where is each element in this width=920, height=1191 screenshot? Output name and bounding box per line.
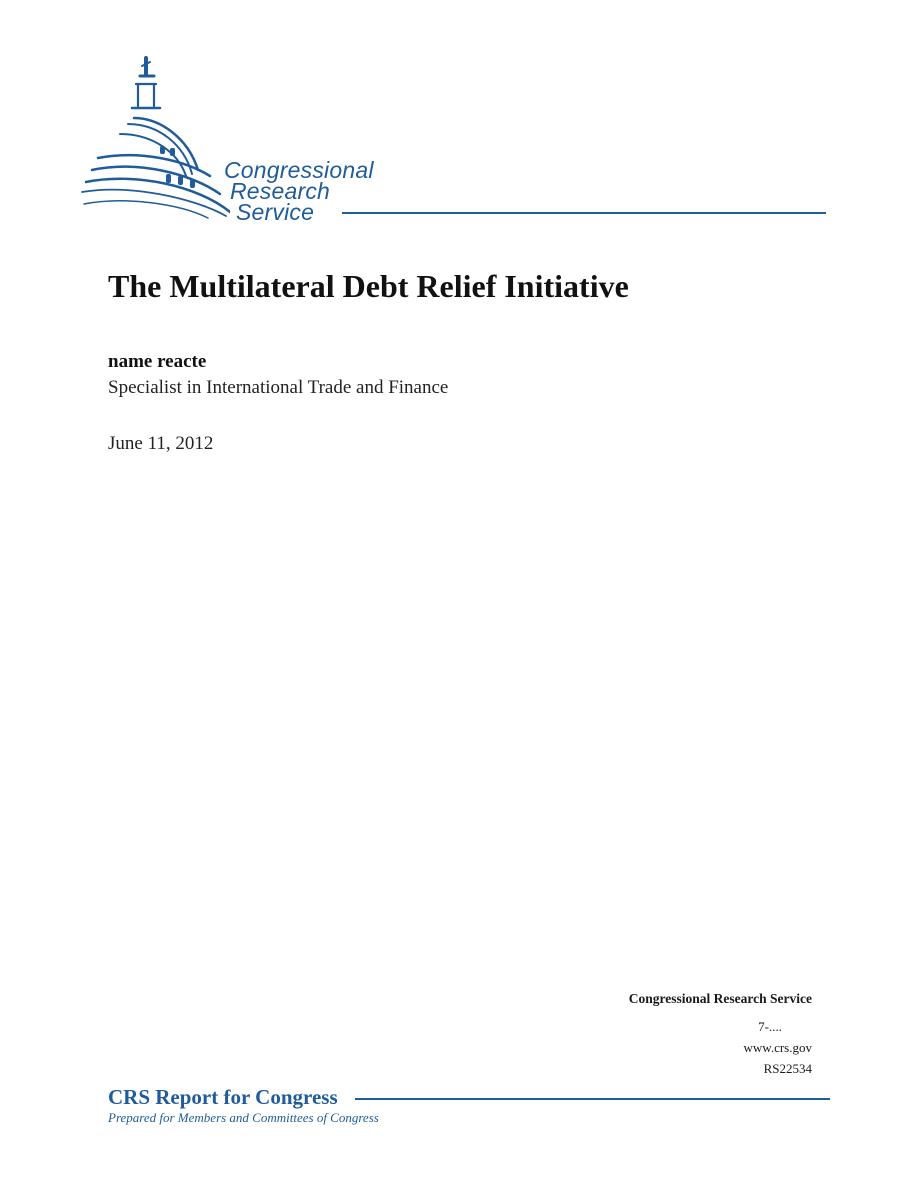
- author-title: Specialist in International Trade and Finance: [108, 377, 449, 398]
- report-date: June 11, 2012: [108, 433, 214, 454]
- footer-divider: [355, 1098, 830, 1100]
- capitol-dome-icon: [80, 52, 230, 222]
- logo-divider: [342, 212, 826, 214]
- logo-word-research: Research: [230, 178, 331, 204]
- publication-info: [629, 991, 812, 1079]
- publisher-website: www.crs.gov: [743, 1040, 812, 1055]
- footer-title: CRS Report for Congress: [108, 1085, 338, 1109]
- report-title: The Multilateral Debt Relief Initiative: [108, 268, 629, 304]
- footer-subtitle: Prepared for Members and Committees of Congress: [108, 1110, 379, 1125]
- crs-logo: [80, 52, 840, 227]
- publication-ref: 7-....: [758, 1019, 782, 1034]
- author-name: name reacte: [108, 351, 207, 372]
- logo-word-service: Service: [236, 199, 315, 225]
- report-number: RS22534: [763, 1061, 812, 1076]
- publisher-name: Congressional Research Service: [628, 991, 812, 1006]
- logo-word-congressional: Congressional: [224, 157, 374, 183]
